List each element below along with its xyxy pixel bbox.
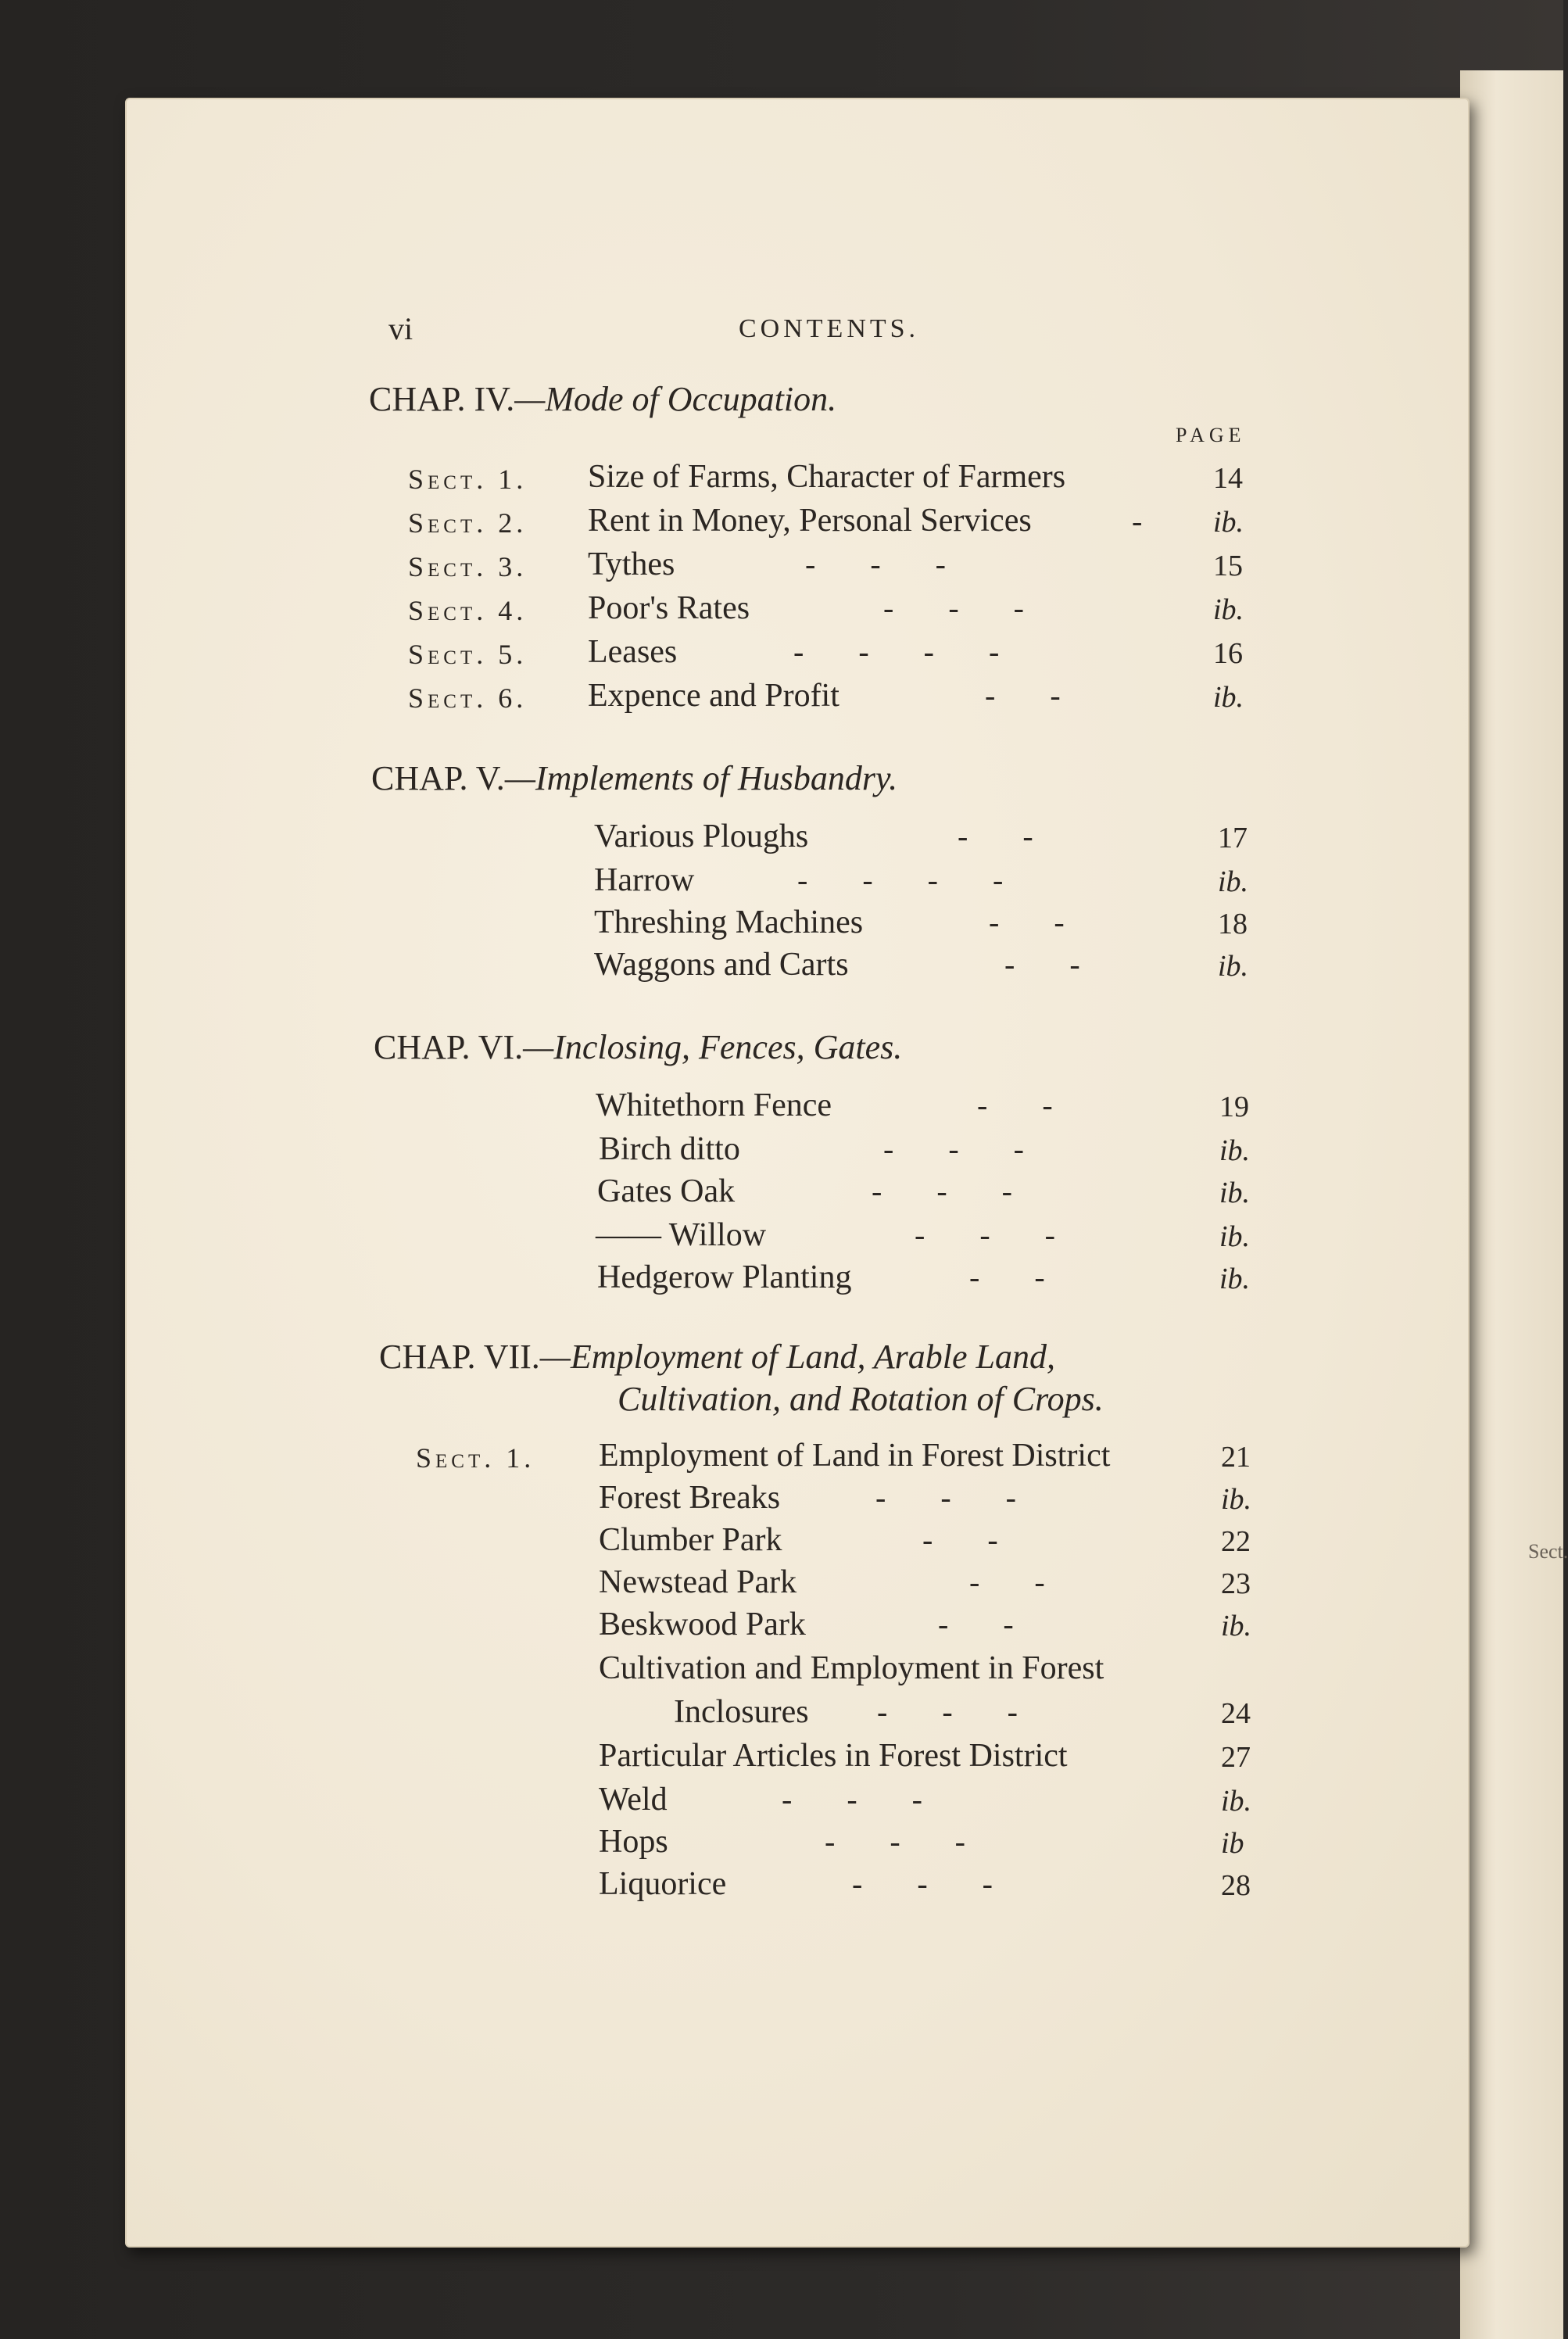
leader-dashes: - - — [969, 1564, 1045, 1599]
page-number: ib. — [1221, 1483, 1252, 1516]
leader-dashes: - - - — [852, 1866, 993, 1901]
leader-dashes: - - — [969, 1259, 1045, 1295]
chapter-subtitle: Cultivation, and Rotation of Crops. — [618, 1380, 1104, 1418]
toc-entry: Hedgerow Planting — [597, 1259, 852, 1295]
toc-entry: —— Willow — [596, 1217, 767, 1253]
leader-dashes: - - — [985, 678, 1061, 713]
toc-entry: Leases — [588, 634, 678, 670]
section-label: Sect. 6. — [408, 682, 528, 714]
toc-entry: Whitethorn Fence — [596, 1087, 832, 1123]
leader-dashes: - - - - — [797, 862, 1004, 897]
section-label: Sect. 3. — [408, 551, 528, 582]
chapter-heading: CHAP. V.—Implements of Husbandry. — [371, 759, 898, 797]
leader-dashes: - - - — [883, 1131, 1024, 1166]
toc-entry: Gates Oak — [597, 1173, 736, 1209]
leader-dashes: - - - — [883, 590, 1024, 625]
page-number: ib. — [1213, 681, 1244, 714]
toc-entry: Tythes — [588, 546, 675, 582]
leader-dashes: - - - — [872, 1173, 1012, 1209]
page-number: ib. — [1219, 1220, 1251, 1253]
leader-dashes: - - — [958, 818, 1033, 854]
page-number: 24 — [1221, 1697, 1251, 1730]
page-column-label: PAGE — [1176, 424, 1246, 446]
leader-dashes: - - — [922, 1522, 998, 1557]
page-number: 27 — [1221, 1741, 1251, 1774]
chapter-heading: CHAP. IV.—Mode of Occupation. — [369, 380, 837, 418]
page-running-title: CONTENTS. — [739, 314, 920, 343]
page-number: ib. — [1218, 950, 1249, 983]
page-number: ib. — [1219, 1134, 1251, 1167]
toc-entry: Size of Farms, Character of Farmers — [588, 459, 1066, 495]
toc-entry: Hops — [599, 1824, 668, 1860]
page-number: 28 — [1221, 1869, 1251, 1902]
page-number: 23 — [1221, 1567, 1251, 1600]
toc-entry: Newstead Park — [599, 1564, 797, 1600]
toc-entry: Clumber Park — [599, 1522, 782, 1558]
toc-entry: Waggons and Carts — [594, 947, 849, 983]
leader-dashes: - - - — [805, 546, 946, 582]
facing-page-edge — [1460, 70, 1563, 2339]
leader-dashes: - - - — [782, 1782, 922, 1817]
chapter-heading: CHAP. VII.—Employment of Land, Arable Land, — [379, 1338, 1055, 1376]
page-number: ib. — [1219, 1263, 1251, 1295]
page-number: 15 — [1213, 550, 1243, 582]
section-label: Sect. 4. — [408, 595, 528, 626]
page-number: ib. — [1218, 865, 1249, 898]
book-page — [125, 98, 1470, 2248]
toc-entry: Liquorice — [599, 1866, 727, 1902]
page-number: 14 — [1213, 462, 1243, 495]
toc-entry: Harrow — [594, 862, 695, 898]
toc-entry: Inclosures — [674, 1694, 809, 1730]
chapter-heading: CHAP. VI.—Inclosing, Fences, Gates. — [374, 1028, 903, 1066]
toc-entry: Particular Articles in Forest District — [599, 1738, 1068, 1774]
facing-page-margin-note: Sect. — [1528, 1540, 1568, 1563]
section-label: Sect. 5. — [408, 639, 528, 670]
leader-dashes: - — [1132, 503, 1143, 539]
toc-entry: Threshing Machines — [594, 904, 864, 940]
section-label: Sect. 1. — [408, 464, 528, 495]
page-number: ib. — [1219, 1177, 1251, 1209]
leader-dashes: - - - — [877, 1694, 1018, 1729]
section-label: Sect. 1. — [416, 1442, 535, 1474]
page-number: 18 — [1218, 908, 1248, 940]
leader-dashes: - - — [1004, 947, 1080, 982]
toc-entry: Rent in Money, Personal Services — [588, 503, 1032, 539]
toc-entry: Expence and Profit — [588, 678, 839, 714]
leader-dashes: - - — [977, 1087, 1053, 1123]
page-number: ib. — [1221, 1785, 1252, 1818]
page-number: 21 — [1221, 1441, 1251, 1474]
page-folio: vi — [388, 311, 413, 346]
toc-entry: Birch ditto — [599, 1131, 740, 1167]
leader-dashes: - - - — [915, 1217, 1055, 1252]
page-number: 22 — [1221, 1525, 1251, 1558]
page-number: ib. — [1221, 1610, 1252, 1642]
page-number: 16 — [1213, 637, 1243, 670]
leader-dashes: - - - — [825, 1824, 965, 1859]
toc-entry: Weld — [599, 1782, 668, 1818]
leader-dashes: - - - — [875, 1480, 1016, 1515]
page-number: ib — [1221, 1827, 1244, 1860]
page-number: 19 — [1219, 1091, 1249, 1123]
toc-entry: Poor's Rates — [588, 590, 750, 626]
toc-entry: Forest Breaks — [599, 1480, 781, 1516]
page-number: ib. — [1213, 506, 1244, 539]
section-label: Sect. 2. — [408, 507, 528, 539]
page-number: ib. — [1213, 593, 1244, 626]
page-number: 17 — [1218, 822, 1248, 854]
leader-dashes: - - — [938, 1606, 1014, 1642]
toc-entry: Cultivation and Employment in Forest — [599, 1650, 1104, 1686]
leader-dashes: - - - - — [793, 634, 1000, 669]
toc-entry: Beskwood Park — [599, 1606, 806, 1642]
toc-entry: Employment of Land in Forest District — [599, 1438, 1111, 1474]
leader-dashes: - - — [989, 904, 1065, 940]
toc-entry: Various Ploughs — [594, 818, 809, 854]
